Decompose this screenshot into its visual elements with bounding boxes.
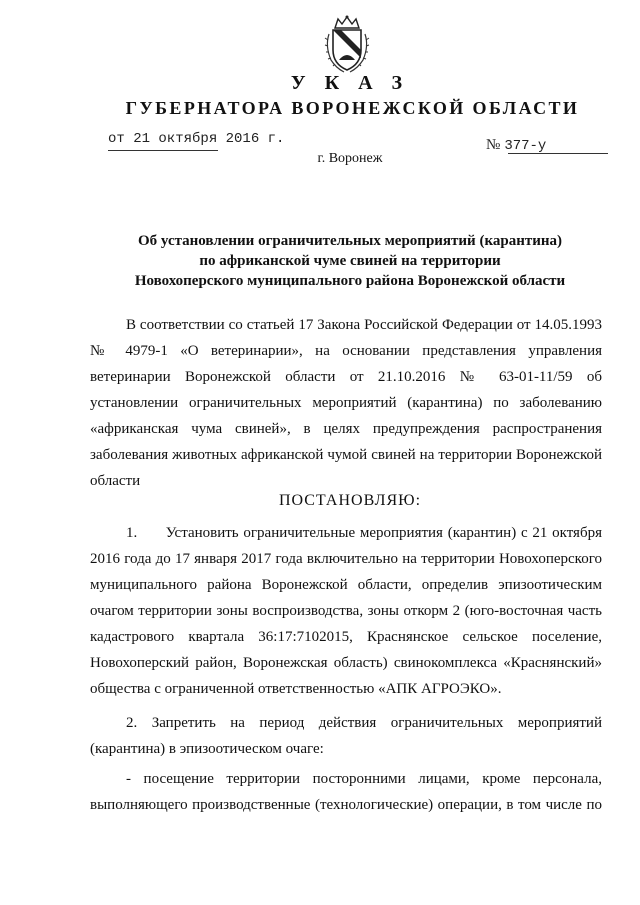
item-paragraph-2: 2. Запретить на период действия ограничительных мероприятий (карантина) в эпизоотическом очаге:	[90, 715, 602, 757]
document-heading	[60, 231, 640, 291]
number-sign: №	[486, 137, 501, 153]
document-type-title: У К А З	[290, 72, 410, 94]
number-value: 377-у	[504, 138, 547, 154]
resolve-heading: ПОСТАНОВЛЯЮ:	[278, 492, 422, 509]
city-label: г. Воронеж	[317, 151, 383, 166]
issuer-title: ГУБЕРНАТОРА ВОРОНЕЖСКОЙ ОБЛАСТИ	[125, 98, 580, 118]
heading-line-1: Об установлении ограничительных мероприятий (карантина)	[137, 233, 562, 249]
voronezh-coat-of-arms-icon	[322, 14, 372, 74]
item-paragraph-3: - посещение территории посторонними лицами, кроме персонала, выполняющего производственные (технологические) операции, в том числе по	[90, 771, 602, 813]
document-date: от 21 октября 2016 г.	[108, 131, 285, 147]
heading-line-3: Новохоперского муниципального района Воронежской области	[134, 273, 566, 289]
preamble-paragraph: В соответствии со статьей 17 Закона Российской Федерации от 14.05.1993 № 4979-1 «О ветеринарии», на основании представления управления ветеринарии Воронежской области от 21.10.2016 № 63-01-11/59 об установлении ограничительных мероприятий (карантина) по заболеванию «африканская чума свиней», в целях предупреждения распространения заболевания животных африканской чумой свиней на территории Воронежской области	[90, 317, 602, 489]
item-paragraph-1: 1. Установить ограничительные мероприятия (карантин) с 21 октября 2016 года до 17 января 2017 года включительно на территории Новохоперского муниципального района Воронежской области, определив эпизоотическим очагом территории зоны воспроизводства, зоны откорм 2 (юго-восточная часть кадастрового квартала 36:17:7102015, Краснянское сельское поселение, Новохоперский район, Воронежская область) свинокомплекса «Краснянский» общества с ограниченной ответственностью «АПК АГРОЭКО».	[90, 525, 606, 697]
heading-line-2: по африканской чуме свиней на территории	[199, 253, 501, 269]
